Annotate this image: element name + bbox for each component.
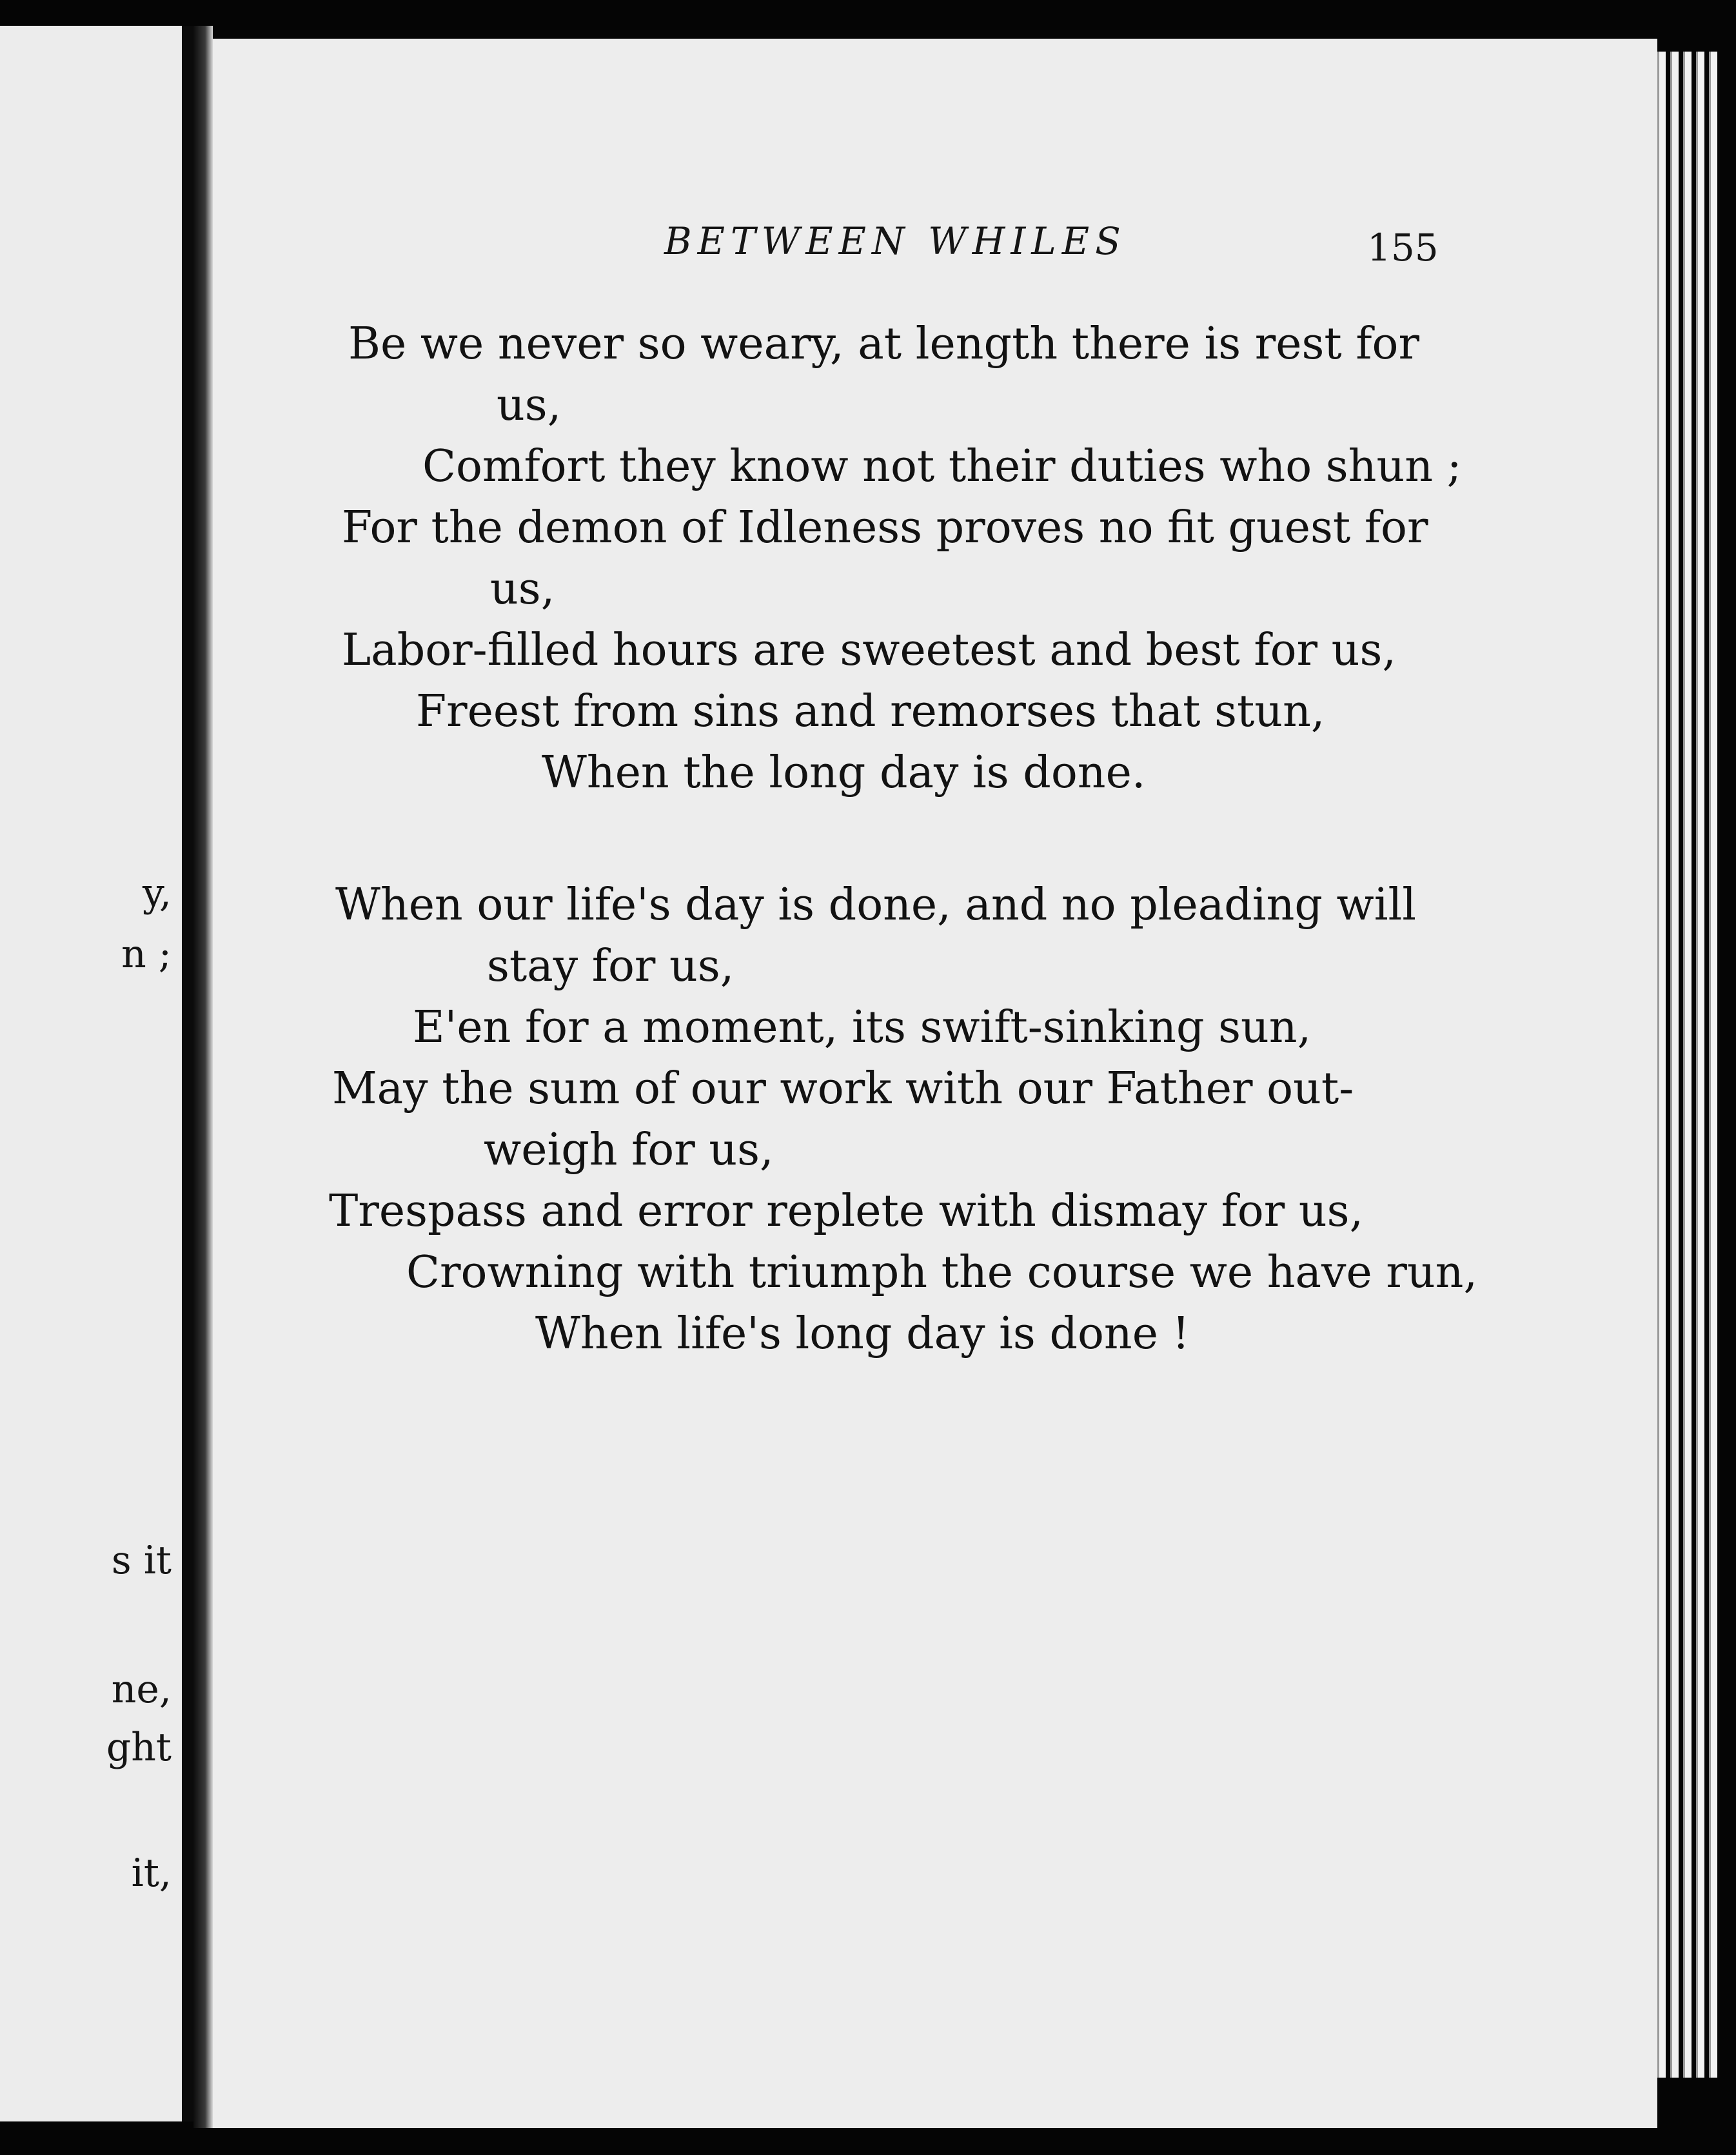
poem-line: Comfort they know not their duties who shun ; — [422, 441, 1462, 492]
book-gutter — [193, 26, 213, 2128]
poem-line: When the long day is done. — [542, 747, 1146, 798]
poem-line: weigh for us, — [484, 1125, 774, 1176]
left-page-fragment: y, — [143, 871, 172, 916]
poem-line: Crowning with triumph the course we have run, — [406, 1247, 1478, 1298]
page-edge — [1696, 52, 1704, 2078]
poem-line: Labor-filled hours are sweetest and best for us, — [342, 625, 1396, 676]
poem-line: May the sum of our work with our Father out- — [332, 1063, 1354, 1114]
left-page-fragment: ne, — [111, 1667, 172, 1712]
left-page — [0, 26, 193, 2121]
poem-line: Trespass and error replete with dismay for us, — [329, 1186, 1364, 1237]
right-page — [213, 39, 1657, 2128]
page-edge — [1683, 52, 1692, 2078]
running-title: BETWEEN WHILES — [664, 219, 1127, 263]
poem-line: For the demon of Idleness proves no fit guest for — [342, 502, 1428, 553]
poem-line: Freest from sins and remorses that stun, — [416, 686, 1325, 737]
page-number: 155 — [1367, 226, 1439, 270]
left-page-fragment: ght — [106, 1725, 172, 1770]
poem-line: Be we never so weary, at length there is rest for — [348, 319, 1419, 369]
poem-line: us, — [497, 380, 562, 431]
left-page-fragment: it, — [131, 1851, 172, 1896]
page-edge — [1670, 52, 1679, 2078]
poem-line: us, — [490, 564, 555, 615]
poem-line: When our life's day is done, and no pleading will — [335, 880, 1416, 930]
poem-line: When life's long day is done ! — [535, 1308, 1190, 1359]
poem-line: stay for us, — [487, 941, 735, 992]
left-page-fragment: n ; — [121, 932, 172, 977]
page-edge — [1709, 52, 1717, 2078]
poem-line: E'en for a moment, its swift-sinking sun, — [413, 1002, 1312, 1053]
left-page-fragment: s it — [111, 1538, 172, 1583]
page-edge — [1657, 52, 1666, 2078]
